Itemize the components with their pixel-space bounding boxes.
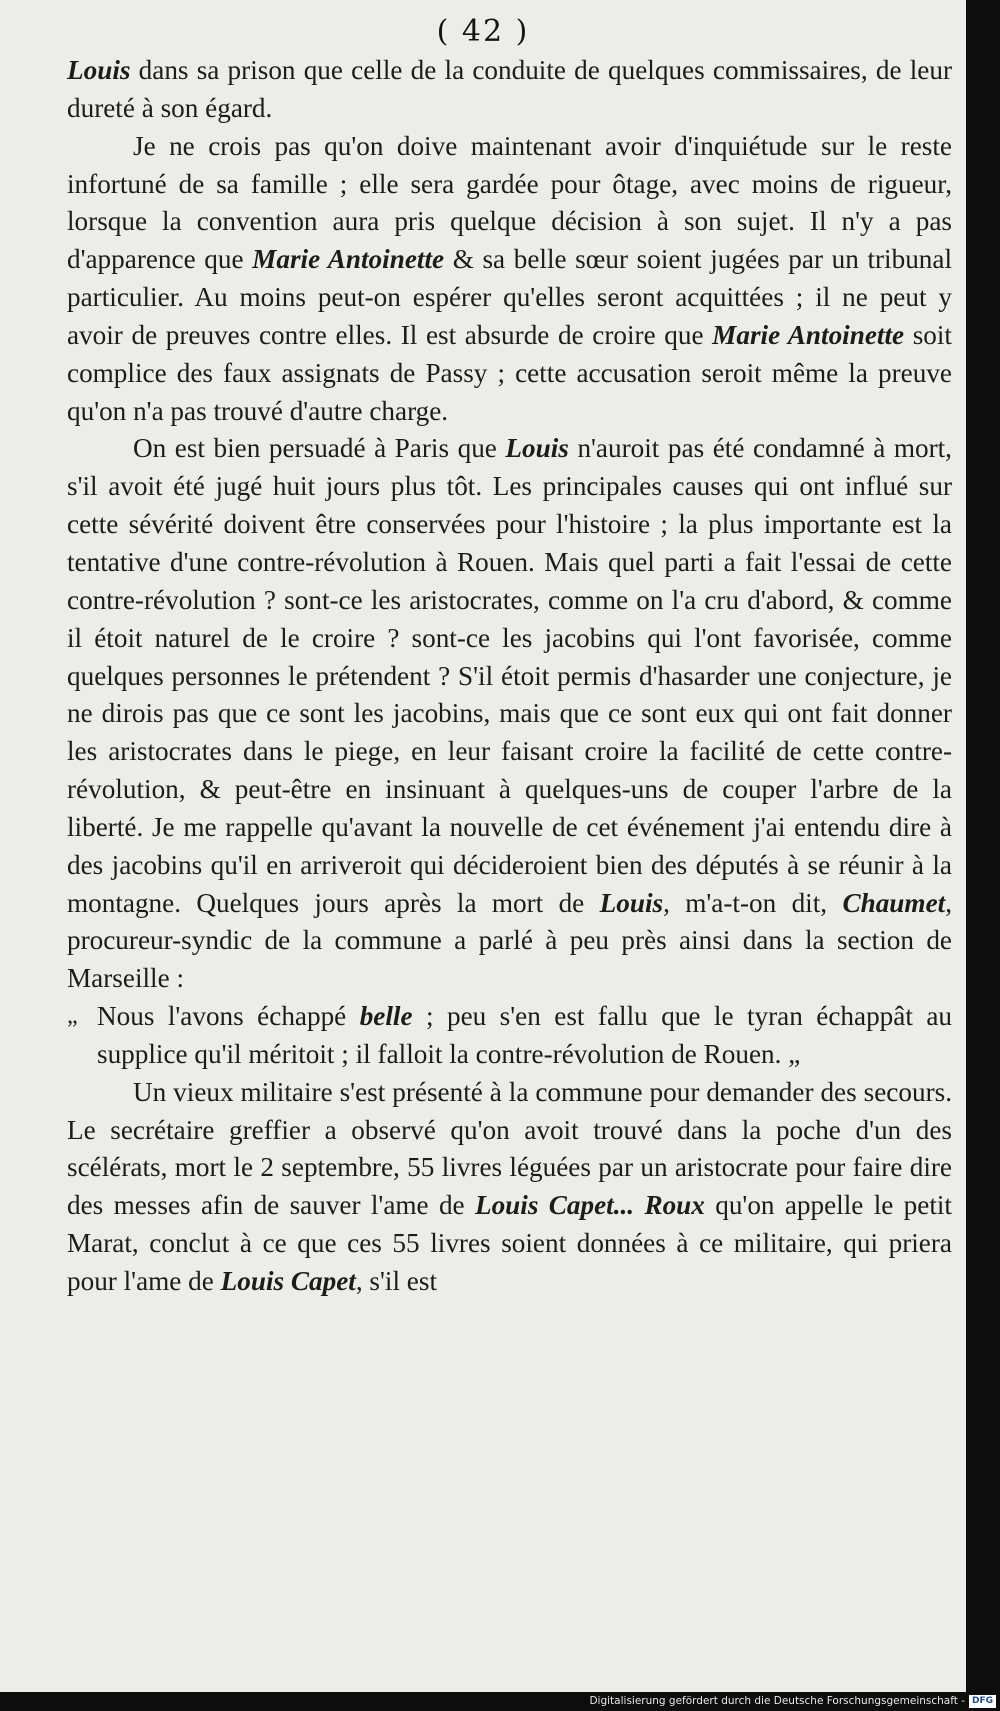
footer-bar (0, 1692, 1000, 1711)
italic-name: Louis (505, 433, 569, 464)
paragraph-1 (67, 52, 952, 128)
dfg-logo: DFG (969, 1695, 996, 1708)
paragraph-text: n'auroit pas été condamné à mort, s'il avoit été jugé huit jours plus tôt. Les principales causes qui ont influé sur cette sévérité doivent être conservées pour l'histoire ; la plus importante est la tentative d'une contre-révolution à Rouen. Mais quel parti a fait l'essai de cette contre-révolution ? sont-ce les aristocrates, comme on l'a cru d'abord, & comme il étoit naturel de le croire ? sont-ce les jacobins qui l'ont favorisée, comme quelques personnes le prétendent ? S'il étoit permis d'hasarder une conjecture, je ne dirois pas que ce sont les jacobins, mais que ce sont eux qui ont fait donner les aristocrates dans le piege, en leur faisant croire la facilité de cette contre-révolution, & peut-être en insinuant à quelques-uns de couper l'arbre de la liberté. Je me rappelle qu'avant la nouvelle de cet événement j'ai entendu dire à des jacobins qu'il en arriveroit qui décideroient bien des députés à se réunir à la montagne. Quelques jours après la mort de (67, 433, 952, 918)
paragraph-text: qu'on appelle le petit Marat, conclut à ce que ces 55 livres soient données à ce militaire, qui priera pour l'ame de (67, 1190, 952, 1296)
page-body (67, 52, 952, 1301)
quote-text: Nous l'avons échappé (97, 1001, 360, 1032)
page-number: ( 42 ) (436, 14, 530, 49)
italic-name: Louis Capet... Roux (474, 1190, 705, 1221)
quotation (67, 998, 952, 1074)
paragraph-4 (67, 1074, 952, 1301)
quote-text: ; peu s'en est fallu que le tyran échappât au supplice qu'il méritoit ; il falloit la contre-révolution de Rouen. „ (97, 1001, 952, 1069)
italic-name: Marie Antoinette (252, 244, 445, 275)
paragraph-text: , m'a-t-on dit, (663, 887, 843, 918)
quote-mark: „ (67, 1003, 78, 1030)
paragraph-text: , procureur-syndic de la commune a parlé à peu près ainsi dans la section de Marseille : (67, 887, 952, 994)
paragraph-text: On est bien persuadé à Paris que (133, 433, 506, 464)
paragraph-text: soit complice des faux assignats de Passy ; cette accusation seroit même la preuve qu'on n'a pas trouvé d'autre charge. (67, 319, 952, 426)
paragraph-text: , s'il est (355, 1266, 438, 1296)
paragraph-text: Un vieux militaire s'est présenté à la commune pour demander des secours. Le secrétaire greffier a observé qu'on avoit trouvé dans la poche d'un des scélérats, mort le 2 septembre, 55 livres léguées par un aristocrate pour faire dire des messes afin de sauver l'ame de (67, 1076, 952, 1221)
paragraph-2 (67, 128, 952, 431)
paragraph-3 (67, 430, 952, 998)
paragraph-text: dans sa prison que celle de la conduite de quelques commissaires, de leur dureté à son égard. (67, 55, 952, 123)
italic-name: Louis Capet (220, 1266, 356, 1296)
italic-name: Louis (599, 887, 664, 918)
paragraph-text: & sa belle sœur soient jugées par un tribunal particulier. Au moins peut-on espérer qu'elles seront acquittées ; il ne peut y avoir de preuves contre elles. Il est absurde de croire que (67, 244, 953, 350)
italic-name: Chaumet (842, 887, 946, 918)
funding-note: Digitalisierung gefördert durch die Deutsche Forschungsgemeinschaft - (589, 1695, 965, 1707)
italic-word: belle (359, 1001, 413, 1032)
italic-name: Marie Antoinette (712, 319, 905, 350)
paragraph-text: Je ne crois pas qu'on doive maintenant avoir d'inquiétude sur le reste infortuné de sa famille ; elle sera gardée pour ôtage, avec moins de rigueur, lorsque la convention aura pris quelque décision à son sujet. Il n'y a pas d'apparence que (67, 130, 952, 275)
italic-name: Louis (67, 55, 131, 85)
